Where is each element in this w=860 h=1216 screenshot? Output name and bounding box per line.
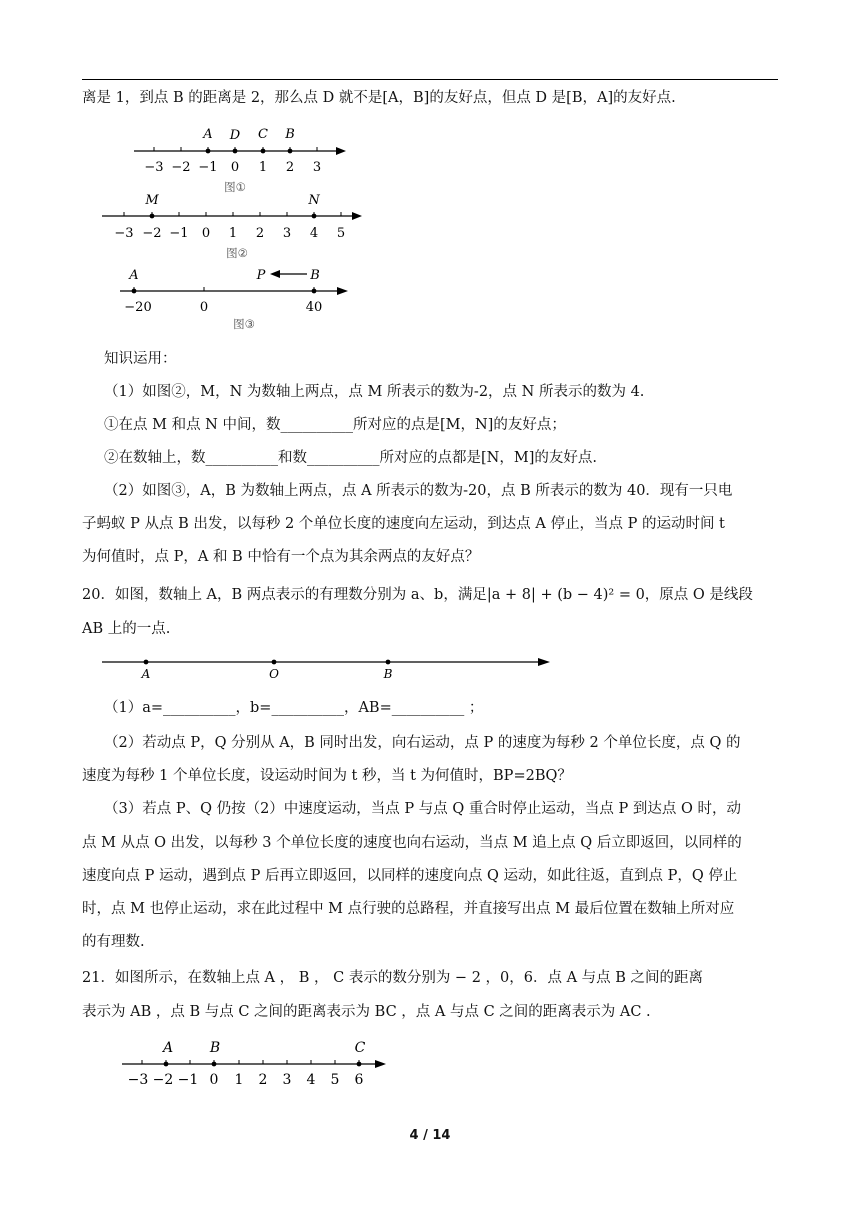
- text-line: （2）如图③，A，B 为数轴上两点，点 A 所表示的数为-20，点 B 所表示的数为 40．现有一只电: [104, 483, 733, 499]
- tick-label: −2: [152, 1072, 174, 1088]
- tick-label: 2: [258, 1072, 268, 1088]
- text-line: （1）a=__________，b=__________，AB=__________ ；: [104, 700, 484, 716]
- tick-label: −20: [124, 300, 152, 315]
- point-label: A: [129, 268, 139, 283]
- tick-label: 2: [255, 226, 265, 241]
- point-label: D: [229, 128, 241, 143]
- text-line: AB 上的一点.: [82, 621, 171, 637]
- page-number: 4 / 14: [409, 1128, 451, 1143]
- tick-label: 5: [336, 226, 346, 241]
- text-line: 时，点 M 也停止运动，求在此过程中 M 点行驶的总路程，并直接写出点 M 最后位置在数轴上所对应: [82, 901, 735, 917]
- header-rule: [82, 79, 778, 80]
- tick-label: 4: [309, 226, 319, 241]
- text-line: 知识运用：: [104, 351, 177, 367]
- tick-label: 40: [305, 300, 323, 315]
- tick-label: 0: [230, 160, 240, 175]
- text-line: 速度为每秒 1 个单位长度，设运动时间为 t 秒，当 t 为何值时，BP=2BQ？: [82, 768, 572, 784]
- tick-label: −3: [144, 160, 164, 175]
- point-label: P: [256, 268, 266, 283]
- point-label: N: [308, 193, 320, 208]
- point-label: B: [310, 268, 320, 283]
- point-label: C: [258, 127, 268, 142]
- text-line: 20．如图，数轴上 A，B 两点表示的有理数分别为 a、b，满足|a + 8| + (b − 4)² = 0，原点 O 是线段: [82, 587, 753, 603]
- tick-label: 6: [354, 1072, 364, 1088]
- tick-label: −3: [127, 1072, 149, 1088]
- figure-2-number-line: [96, 188, 376, 262]
- tick-label: 1: [234, 1072, 244, 1088]
- point-label: M: [145, 193, 159, 208]
- tick-label: 0: [209, 1072, 219, 1088]
- point-label: A: [162, 1040, 174, 1056]
- figure-5-number-line: [118, 1034, 398, 1090]
- tick-label: 1: [258, 160, 268, 175]
- figure-caption: 图①: [224, 180, 246, 194]
- point-label: B: [209, 1040, 221, 1056]
- figure-4-number-line: [98, 650, 558, 686]
- tick-label: 3: [282, 226, 292, 241]
- text-line: 21．如图所示，在数轴上点 A ， B ， C 表示的数分别为 − 2 ，0，6．点 A 与点 B 之间的距离: [82, 970, 704, 986]
- text-line: （1）如图②，M，N 为数轴上两点，点 M 所表示的数为-2，点 N 所表示的数为 4.: [104, 384, 645, 400]
- tick-label: 3: [282, 1072, 292, 1088]
- text-line: 的有理数.: [82, 934, 145, 950]
- text-line: ①在点 M 和点 N 中间，数__________所对应的点是[M，N]的友好点；: [104, 417, 566, 433]
- figure-1-number-line: [120, 122, 360, 196]
- tick-label: −3: [114, 226, 134, 241]
- text-line: 离是 1，到点 B 的距离是 2，那么点 D 就不是[A，B]的友好点，但点 D 是[B，A]的友好点.: [82, 90, 676, 106]
- tick-label: 0: [199, 300, 209, 315]
- point-label: C: [354, 1040, 366, 1056]
- text-line: 为何值时，点 P，A 和 B 中恰有一个点为其余两点的友好点？: [82, 549, 480, 565]
- figure-caption: 图③: [233, 317, 255, 331]
- text-line: 点 M 从点 O 出发，以每秒 3 个单位长度的速度也向右运动，当点 M 追上点 Q 后立即返回，以同样的: [82, 835, 742, 851]
- tick-label: 4: [306, 1072, 316, 1088]
- text-line: 速度向点 P 运动，遇到点 P 后再立即返回，以同样的速度向点 Q 运动，如此往返，直到点 P，Q 停止: [82, 868, 738, 884]
- tick-label: −1: [169, 226, 189, 241]
- tick-label: 3: [312, 160, 322, 175]
- text-line: ②在数轴上，数__________和数__________所对应的点都是[N，M]的友好点.: [104, 450, 597, 466]
- tick-label: −1: [177, 1072, 199, 1088]
- tick-label: 2: [285, 160, 295, 175]
- point-label: A: [141, 667, 151, 681]
- point-label: A: [203, 127, 213, 142]
- tick-label: −2: [171, 160, 191, 175]
- figure-3-number-line: [116, 262, 366, 334]
- text-line: （2）若动点 P，Q 分别从 A，B 同时出发，向右运动，点 P 的速度为每秒 2 个单位长度，点 Q 的: [104, 735, 741, 751]
- text-line: 表示为 AB ，点 B 与点 C 之间的距离表示为 BC ，点 A 与点 C 之间的距离表示为 AC .: [82, 1004, 651, 1020]
- tick-label: 0: [201, 226, 211, 241]
- tick-label: −1: [198, 160, 218, 175]
- tick-label: 1: [228, 226, 238, 241]
- tick-label: −2: [142, 226, 162, 241]
- text-line: 子蚂蚁 P 从点 B 出发，以每秒 2 个单位长度的速度向左运动，到达点 A 停止，当点 P 的运动时间 t: [82, 516, 725, 532]
- tick-label: 5: [330, 1072, 340, 1088]
- figure-caption: 图②: [226, 246, 248, 260]
- point-label: B: [285, 127, 295, 142]
- text-line: （3）若点 P、Q 仍按（2）中速度运动，当点 P 与点 Q 重合时停止运动，当点 P 到达点 O 时，动: [104, 801, 741, 817]
- point-label: O: [269, 667, 279, 681]
- point-label: B: [383, 667, 393, 681]
